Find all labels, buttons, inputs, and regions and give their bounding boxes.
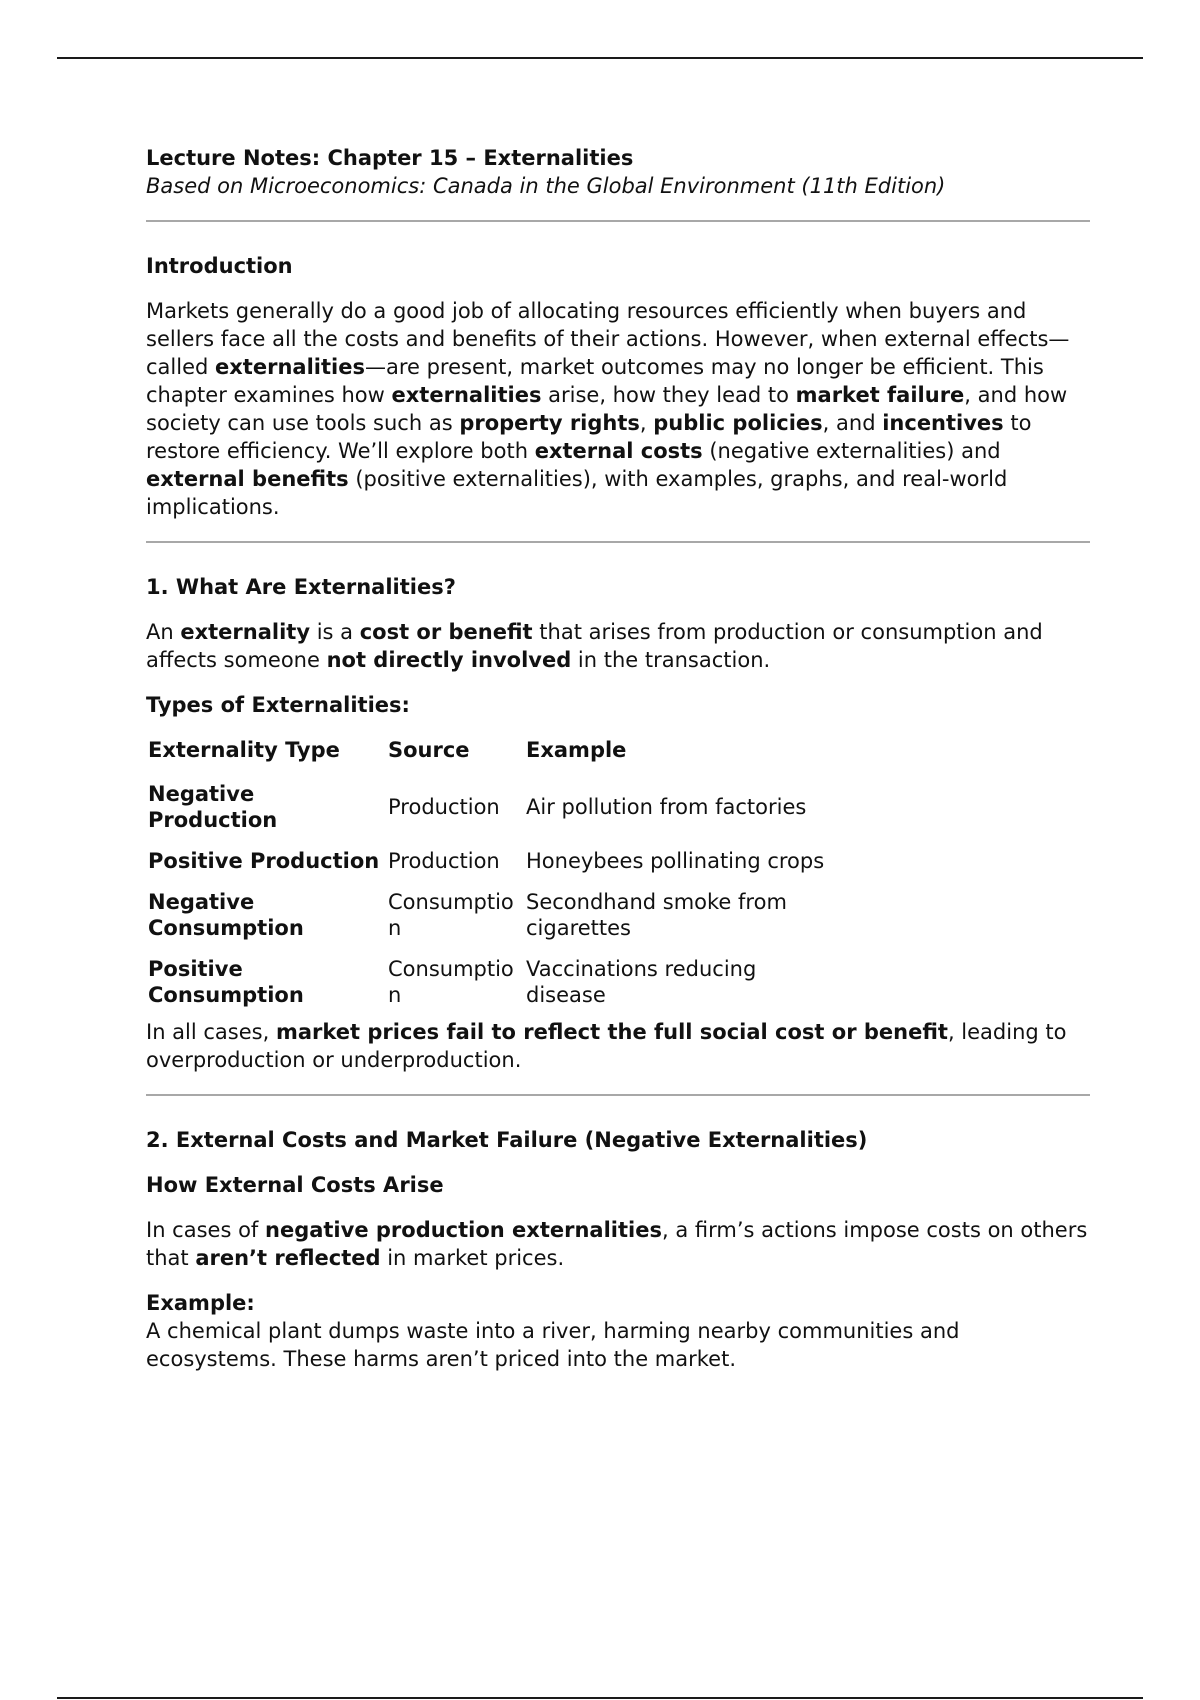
emphasis-text: externalities — [215, 355, 365, 379]
document-subtitle: Based on Microeconomics: Canada in the Global Environment (11th Edition) — [146, 174, 946, 198]
emphasis-text: external costs — [534, 439, 703, 463]
emphasis-text: market failure — [795, 383, 965, 407]
column-header-example: Example — [526, 738, 627, 762]
page-bottom-rule — [57, 1697, 1143, 1699]
section2-heading: 2. External Costs and Market Failure (Negative Externalities) — [146, 1128, 868, 1152]
type-cell: Negative Production — [148, 782, 278, 832]
example-label: Example: — [146, 1291, 255, 1315]
column-header-source: Source — [388, 738, 470, 762]
example-block — [146, 1289, 1090, 1373]
table-row — [146, 882, 828, 949]
emphasis-text: property rights — [459, 411, 640, 435]
source-cell: Consumption — [388, 890, 514, 940]
column-header-type: Externality Type — [148, 738, 340, 762]
emphasis-text: incentives — [882, 411, 1004, 435]
table-row — [146, 949, 828, 1016]
section-divider — [146, 541, 1090, 543]
emphasis-text: not directly involved — [326, 648, 572, 672]
document-body — [146, 144, 1090, 1373]
type-cell: Positive Production — [148, 849, 380, 873]
externality-definition: An externality is a cost or benefit that arises from production or consumption and affects someone not directly involved in the transaction. — [146, 620, 1043, 672]
page-top-rule — [57, 57, 1143, 59]
intro-paragraph: Markets generally do a good job of allocating resources efficiently when buyers and sellers face all the costs and benefits of their actions. However, when external effects—called externalities—are present, market outcomes may no longer be efficient. This chapter examines how externalities arise, how they lead to market failure, and how society can use tools such as property rights, public policies, and incentives to restore efficiency. We’ll explore both external costs (negative externalities) and external benefits (positive externalities), with examples, graphs, and real-world implications. — [146, 299, 1070, 519]
intro-heading: Introduction — [146, 254, 293, 278]
section2-subheading: How External Costs Arise — [146, 1173, 444, 1197]
table-row — [146, 841, 828, 882]
section-divider — [146, 1094, 1090, 1096]
example-text: A chemical plant dumps waste into a river, harming nearby communities and ecosystems. These harms aren’t priced into the market. — [146, 1319, 960, 1371]
example-cell: Air pollution from factories — [526, 795, 807, 819]
type-cell: Positive Consumption — [148, 957, 304, 1007]
externality-summary: In all cases, market prices fail to reflect the full social cost or benefit, leading to overproduction or underproduction. — [146, 1020, 1067, 1072]
emphasis-text: externalities — [391, 383, 542, 407]
source-cell: Production — [388, 795, 500, 819]
table-row — [146, 774, 828, 841]
emphasis-text: cost or benefit — [359, 620, 533, 644]
emphasis-text: aren’t reflected — [195, 1246, 381, 1270]
example-cell: Vaccinations reducing disease — [526, 957, 757, 1007]
example-cell: Honeybees pollinating crops — [526, 849, 825, 873]
table-header-row — [146, 732, 828, 774]
emphasis-text: market prices fail to reflect the full social cost or benefit — [275, 1020, 948, 1044]
source-cell: Consumption — [388, 957, 514, 1007]
type-cell: Negative Consumption — [148, 890, 304, 940]
section1-heading: 1. What Are Externalities? — [146, 575, 456, 599]
emphasis-text: public policies — [653, 411, 823, 435]
document-title: Lecture Notes: Chapter 15 – Externalities — [146, 146, 634, 170]
emphasis-text: negative production externalities — [265, 1218, 662, 1242]
externality-types-table — [146, 732, 828, 1016]
source-cell: Production — [388, 849, 500, 873]
emphasis-text: external benefits — [146, 467, 349, 491]
types-heading: Types of Externalities: — [146, 693, 410, 717]
section-divider — [146, 220, 1090, 222]
external-costs-paragraph: In cases of negative production externalities, a firm’s actions impose costs on others that aren’t reflected in market prices. — [146, 1218, 1088, 1270]
example-cell: Secondhand smoke from cigarettes — [526, 890, 787, 940]
emphasis-text: externality — [180, 620, 311, 644]
